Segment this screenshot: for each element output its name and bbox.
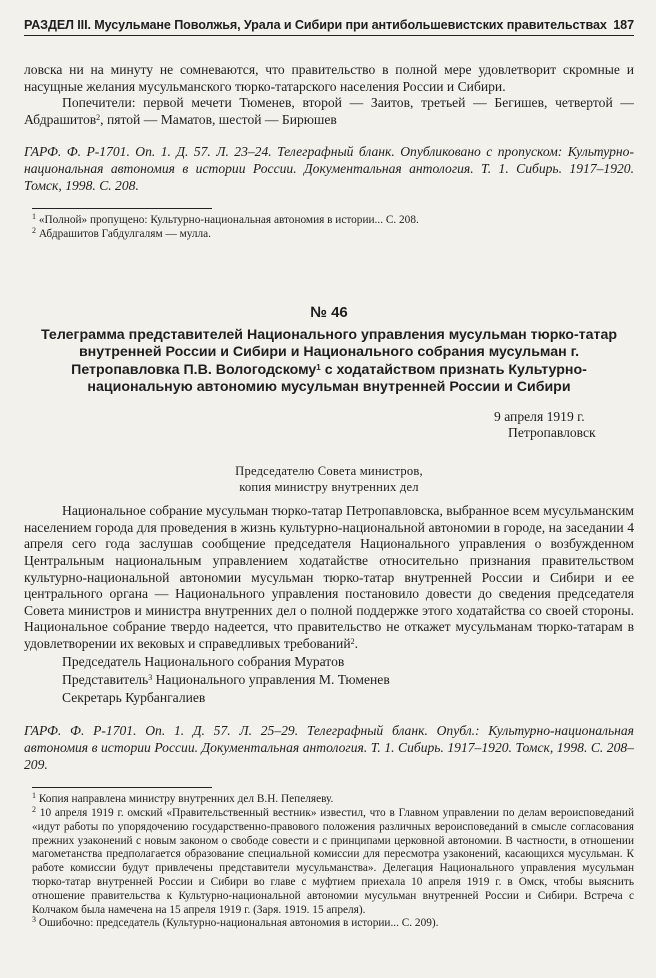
addressee-line: Председателю Совета министров, xyxy=(235,463,423,478)
trustees-text-b: , пятой — Маматов, шестой — Бирюшев xyxy=(100,111,337,127)
footnote-number: 3 xyxy=(32,915,36,925)
document-title xyxy=(40,327,618,397)
continued-paragraph: ловска ни на минуту не сомневаются, что правительство в полной мере удовлетворит скромные и насущные желания мусульманского тюрко-татарского населения России и Сибири. xyxy=(24,62,634,94)
footnote-divider xyxy=(32,208,212,209)
body-text-end: . xyxy=(354,635,359,651)
signature-text-a: Представитель xyxy=(62,672,149,688)
signature-line: Секретарь Курбангалиев xyxy=(62,690,206,706)
source-citation: ГАРФ. Ф. Р-1701. Оп. 1. Д. 57. Л. 25–29. Телеграфный бланк. Опубл.: Культурно-национальная автономия в истории России. Документальная антология. Т. 1. Сибирь. 1917–1920. Томск, 1998. С. 208–209. xyxy=(24,723,634,772)
footnote-text: «Полной» пропущено: Культурно-национальная автономия в истории... С. 208. xyxy=(38,214,419,227)
footnote-divider xyxy=(32,787,212,788)
date-place-block xyxy=(24,409,634,442)
trustees-text-a: Попечители: первой мечети Тюменев, второй — Заитов, третьей — Бегишев, четвертой — Абдрашитов xyxy=(24,95,634,127)
document-place: Петропавловск xyxy=(508,425,596,441)
source-citation: ГАРФ. Ф. Р-1701. Оп. 1. Д. 57. Л. 23–24. Телеграфный бланк. Опубликовано с пропуском: Культурно-национальная автономия в истории России. Документальная антология. Т. 1. Сибирь. 1917–1920. Томск, 1998. С. 208. xyxy=(24,144,634,193)
footnote-number: 1 xyxy=(32,791,36,801)
section-title: РАЗДЕЛ III. Мусульмане Поволжья, Урала и Сибири при антибольшевистских правительствах xyxy=(24,18,607,32)
footnotes-block xyxy=(24,214,634,242)
footnote-number: 2 xyxy=(32,805,36,815)
footnote xyxy=(32,225,634,242)
footnote-text: Ошибочно: председатель (Культурно-национальная автономия в истории... С. 209). xyxy=(38,917,439,930)
footnote xyxy=(32,807,634,917)
title-text-b: с ходатайством признать Культурно-национальную автономию мусульман внутренней России и Сибири xyxy=(87,361,587,396)
footnote xyxy=(32,917,634,931)
signature-line: Председатель Национального собрания Муратов xyxy=(62,654,345,670)
footnote-ref: 2 xyxy=(350,636,355,646)
footnote-text: 10 апреля 1919 г. омский «Правительственный вестник» известил, что в Главном управлении по делам вероисповеданий «идут работы по упорядочению государственно-правового положения различных вероисповеданий в смысле согласования прежних узаконений с новым законом о свободе совести и с принципами церковной автономии. В частности, в отношении магометанства предполагается образование специальной комиссии для пересмотра узаконений, касающихся мусульман. К работе комиссии будут привлечены представители мусульманства». Делегация Национального управления мусульман тюрко-татар внутренней России и Сибири во главе с муфтием приехала 10 апреля 1919 г. в Омск, чтобы выяснить отношение правительства к Культурно-национальной автономии мусульман внутренней России и Сибири. Встреча с Колчаком была намечена на 15 апреля 1919 г. (Заря. 1919. 15 апреля). xyxy=(32,807,634,916)
telegram-body xyxy=(24,503,634,652)
addressee-block xyxy=(24,464,634,495)
document-number: № 46 xyxy=(310,303,348,321)
addressee-line: копия министру внутренних дел xyxy=(239,479,419,494)
body-text: Национальное собрание мусульман тюрко-татар Петропавловска, выбранное всем мусульманским населением города для проведения в жизнь культурно-национальной автономии в городе, на заседании 4 апреля сего года заслушав сообщение председателя Национального управления о возбужденном Центральным национальным управлением ходатайстве относительно признания правительством культурно-национальной автономии мусульман тюрко-татар внутренней России и Сибири и ее центрального органа — Национального управления постановило довести до сведения председателя Совета министров и министра внутренних дел о полной поддержке этого ходатайства со своей стороны. Национальное собрание твердо надеется, что правительство не откажет мусульманам тюрко-татарам в удовлетворении их вековых и справедливых требований xyxy=(24,503,634,651)
footnote-number: 1 xyxy=(32,212,36,222)
footnotes-block xyxy=(24,793,634,931)
signature-line xyxy=(62,671,634,689)
page-number: 187 xyxy=(613,18,634,32)
footnote-ref: 1 xyxy=(316,362,321,372)
footnote-text: Копия направлена министру внутренних дел В.Н. Пепеляеву. xyxy=(38,793,334,806)
footnote-ref: 2 xyxy=(96,112,101,122)
title-text-a: Телеграмма представителей Национального управления мусульман тюрко-татар внутренней России и Сибири и Национального собрания мусульман г. Петропавловка П.В. Вологодскому xyxy=(40,326,618,378)
document-date: 9 апреля 1919 г. xyxy=(494,408,585,424)
signatures-block xyxy=(24,653,634,707)
trustees-paragraph xyxy=(24,95,634,128)
page-content xyxy=(24,62,634,931)
signature-text-b: Национального управления М. Тюменев xyxy=(152,672,390,688)
footnote-ref: 3 xyxy=(148,673,153,683)
footnote xyxy=(32,214,634,228)
running-header xyxy=(24,18,634,36)
footnote-number: 2 xyxy=(32,225,36,235)
footnote xyxy=(32,793,634,807)
footnote-text: Абдрашитов Габдулгалям — мулла. xyxy=(38,227,211,240)
